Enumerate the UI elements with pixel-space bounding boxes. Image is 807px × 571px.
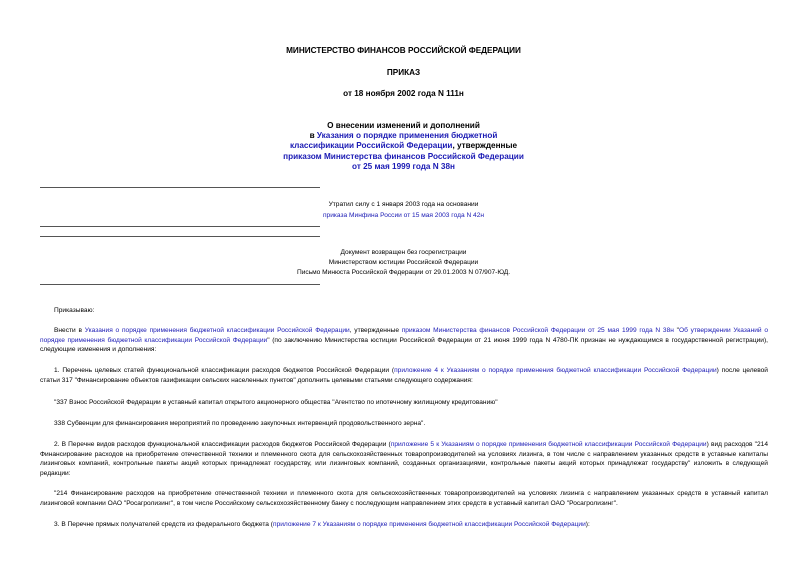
repeal-order-link[interactable]: приказа Минфина России от 15 мая 2003 года N 42н [322,212,485,219]
guidelines-link-cont[interactable]: классификации Российской Федерации [289,141,453,150]
date-number-heading: от 18 ноября 2002 года N 111н [343,89,464,98]
paragraph-337: "337 Взнос Российской Федерации в уставный капитал открытого акционерного общества "Агентство по ипотечному жилищному кредитованию" [54,399,498,406]
appendix-5-link[interactable]: приложение 5 к Указаниям о порядке применения бюджетной классификации Российской Федерации [390,441,707,448]
appendix-4-link[interactable]: приложение 4 к Указаниям о порядке применения бюджетной классификации Российской Федерации [394,367,717,374]
paragraph-item-2 [40,440,768,478]
guidelines-body-link[interactable]: Указания о порядке применения бюджетной классификации Российской Федерации [84,327,350,334]
approval-body-link[interactable]: Об утверждении Указаний о порядке применения бюджетной классификации Российской Федерации [40,327,769,344]
p2-text: 1. Перечень целевых статей функциональной классификации расходов бюджетов Российской Федерации ( [54,367,395,374]
p7-text: ): [585,521,590,528]
paragraph-338: 338 Субвенции для финансирования мероприятий по проведению закупочных интервенций продовольственного зерна". [54,420,426,427]
divider [40,187,320,188]
p2-text: ) после целевой статьи 317 "Финансирование объектов газификации сельских населенных пунктов" дополнить целевыми статьями следующего содержания: [40,367,768,384]
p1-text: , утвержденные [349,327,402,334]
divider [40,284,320,285]
p1-text: " [673,327,679,334]
ministry-heading: МИНИСТЕРСТВО ФИНАНСОВ РОССИЙСКОЙ ФЕДЕРАЦИИ [286,46,521,55]
paragraph-214: "214 Финансирование расходов на приобретение отечественной техники и племенного скота для сельскохозяйственных товаропроизводителей на условиях лизинга с направлением указанных средств в уставный капитал лизинговой компании ОАО "Росагролизинг", в том числе Российскому сельскохозяйственному банку с последующим направлением этих средств в уставный капитал ОАО "Росагролизинг". [40,490,768,507]
order-38n-date-link[interactable]: от 25 мая 1999 года N 38н [352,162,455,171]
status-line-2 [0,211,807,220]
paragraph-item-1 [40,366,768,385]
title-line-1: О внесении изменений и дополнений [327,121,480,130]
paragraph-item-3 [40,520,768,530]
status-line-1: Утратил силу с 1 января 2003 года на основании [328,201,479,208]
p7-text: 3. В Перечне прямых получателей средств из федерального бюджета ( [54,521,274,528]
divider [40,226,320,227]
appendix-7-link[interactable]: приложение 7 к Указаниям о порядке применения бюджетной классификации Российской Федерации [273,521,586,528]
order-38n-link[interactable]: приказом Министерства финансов Российской Федерации [283,152,524,161]
p1-text: Внести в [54,327,85,334]
title-line-2-prefix: в [309,131,317,140]
title-line-3 [0,140,807,151]
guidelines-link[interactable]: Указания о порядке применения бюджетной [316,131,498,140]
order-38n-body-link[interactable]: приказом Министерства финансов Российской Федерации от 25 мая 1999 года N 38н [401,327,674,334]
p5-text: ) вид расходов "214 Финансирование расходов на приобретение отечественной техники и племенного скота для сельскохозяйственных товаропроизводителей на условиях лизинга, в том числе с направлением указанных средств в уставные капиталы лизинговых компаний, контрольные пакеты акций которых принадлежат государству, или лизинговых компаний, созданных организациями, контрольные пакеты акций которых принадлежат государству" изложить в следующей редакции: [40,441,768,477]
registration-line-3: Письмо Минюста Российской Федерации от 29.01.2003 N 07/907-ЮД. [296,269,511,276]
paragraph-intro [40,326,768,355]
order-word: Приказываю: [54,307,95,314]
divider [40,236,320,237]
registration-line-2: Министерством юстиции Российской Федерации [328,259,479,266]
doc-type-heading: ПРИКАЗ [386,68,421,77]
p5-text: 2. В Перечне видов расходов функциональной классификации расходов бюджетов Российской Федерации ( [54,441,391,448]
registration-line-1: Документ возвращен без госрегистрации [340,249,467,256]
p1-text: " (по заключению Министерства юстиции Российской Федерации от 21 июня 1999 года N 4780-ПК признан не нуждающимся в государственной регистрации), следующие изменения и дополнения: [40,336,768,354]
title-line-5 [0,161,807,172]
title-line-3-suffix: , утвержденные [452,141,518,150]
